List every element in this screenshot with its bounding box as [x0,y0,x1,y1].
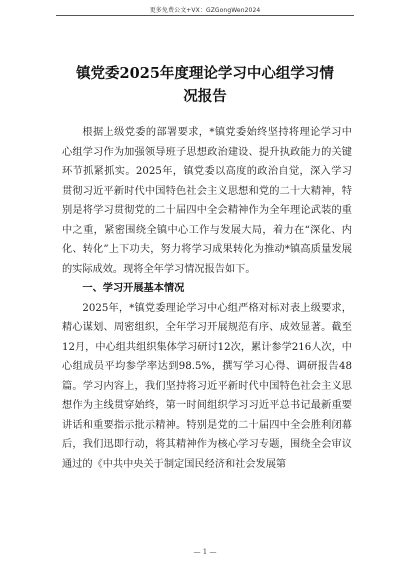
intro-paragraph: 根据上级党委的部署要求，*镇党委始终坚持将理论学习中心组学习作为加强领导班子思想政治建设、提升执政能力的关键环节抓紧抓实。2025年，镇党委以高度的政治自觉，深入学习贯彻习近平新时代中国特色社会主义思想和党的二十大精神，特别是将学习贯彻党的二十届四中全会精神作为全年理论武装的重中之重，紧密围绕全镇中心工作与发展大局，着力在“深化、内化、转化”上下功夫，努力将学习成果转化为推动*镇高质量发展的实际成效。现将全年学习情况报告如下。 [62,127,352,275]
header-note: 更多免费公文+VX：GZGongWen2024 [149,7,261,14]
header-divider [56,15,354,16]
section-heading: 一、学习开展基本情况 [82,283,185,294]
section-paragraph: 2025年，*镇党委理论学习中心组严格对标对表上级要求，精心谋划、周密组织，全年学习开展规范有序、成效显著。截至12月，中心组共组织集体学习研讨12次，累计参学216人次，中心组成员平均参学率达到98.5%，撰写学习心得、调研报告48篇。学习内容上，我们坚持将习近平新时代中国特色社会主义思想作为主线贯穿始终，第一时间组织学习习近平总书记最新重要讲话和重要指示批示精神。特别是党的二十届四中全会胜利闭幕后，我们迅即行动，将其精神作为核心学习专题，围绕全会审议通过的《中共中央关于制定国民经济和社会发展第 [62,302,352,470]
document-title: 镇党委2025年度理论学习中心组学习情况报告 [76,65,334,105]
page-number: — 1 — [193,548,217,556]
document-body [62,123,352,474]
